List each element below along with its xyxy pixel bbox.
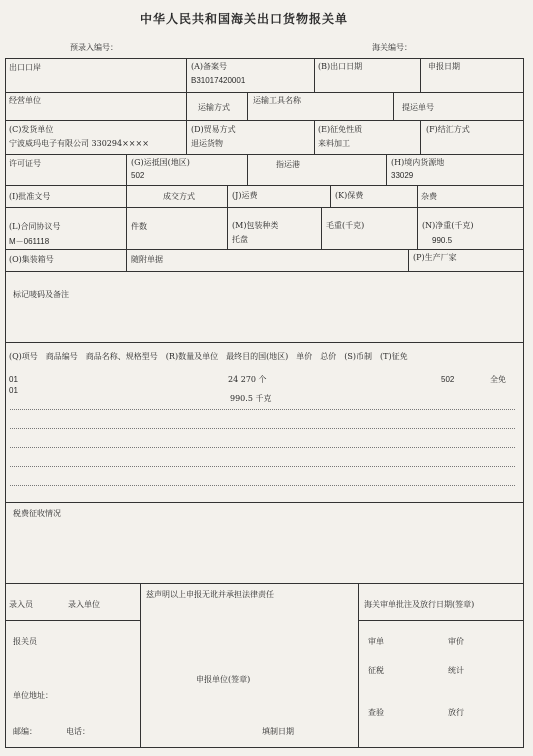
rule — [5, 92, 524, 93]
net-weight-value: 990.5 — [432, 236, 453, 245]
rule — [126, 154, 127, 185]
rule — [126, 249, 127, 271]
package-value: 托盘 — [232, 235, 248, 244]
rule — [247, 154, 248, 185]
bill-no-label: 提运单号 — [402, 103, 434, 112]
goods-headers: (Q)项号 商品编号 商品名称、规格型号 (R)数量及单位 最终目的国(地区) 单价 总价 (S)币制 (T)征免 — [9, 352, 408, 361]
declare-date-label: 申报日期 — [428, 62, 460, 71]
rule — [5, 249, 524, 250]
rule — [126, 207, 127, 249]
record-no-value: B31017420001 — [191, 76, 246, 85]
rule — [358, 583, 359, 748]
rule — [5, 185, 524, 186]
source-value: 33029 — [391, 171, 414, 180]
goods-separator — [10, 409, 515, 410]
consignor-value: 宁波威玛电子有限公司 330294×××× — [9, 139, 149, 148]
declaring-unit-label: 申报单位(签章) — [196, 675, 251, 684]
contract-value: M－061118 — [9, 237, 50, 246]
goods-line1-qty: 24 270 个 — [228, 375, 267, 384]
rule — [330, 185, 331, 207]
rule — [393, 92, 394, 120]
rule — [420, 58, 421, 92]
levy-label: 征税 — [368, 666, 384, 675]
license-no-label: 许可证号 — [9, 159, 41, 168]
approval-no-label: (I)批准文号 — [9, 192, 51, 201]
rule — [5, 154, 524, 155]
rule — [5, 502, 524, 503]
operator-label: 经营单位 — [9, 96, 41, 105]
export-date-label: (B)出口日期 — [318, 62, 363, 71]
goods-line1-currency: 502 — [441, 375, 455, 384]
goods-separator — [10, 466, 515, 467]
net-weight-label: (N)净重(千克) — [422, 221, 474, 230]
pre-entry-no-label: 预录入编号： — [70, 43, 118, 52]
postcode-label: 邮编： — [13, 727, 37, 736]
source-label: (H)境内货源地 — [391, 158, 445, 167]
goods-separator — [10, 428, 515, 429]
rule — [358, 620, 524, 621]
rule — [5, 342, 524, 343]
rule — [126, 185, 127, 207]
rule — [5, 620, 140, 621]
entry-unit-label: 录入单位 — [68, 600, 100, 609]
address-label: 单位地址： — [13, 691, 53, 700]
rule — [417, 185, 418, 207]
goods-separator — [10, 447, 515, 448]
goods-line1-item: 01 — [9, 375, 18, 384]
goods-line2-item: 01 — [9, 386, 18, 395]
rule — [227, 207, 228, 249]
dest-country-label: (G)运抵国(地区) — [131, 158, 190, 167]
settlement-label: (F)结汇方式 — [426, 125, 470, 134]
port-dest-label: 指运港 — [276, 160, 300, 169]
rule — [140, 583, 141, 748]
rule — [321, 207, 322, 249]
fill-date-label: 填制日期 — [262, 727, 294, 736]
form-title: 中华人民共和国海关出口货物报关单 — [140, 12, 349, 26]
misc-fee-label: 杂费 — [421, 192, 437, 201]
rule — [408, 249, 409, 271]
attached-docs-label: 随附单据 — [131, 255, 163, 264]
marks-label: 标记唛码及备注 — [13, 290, 69, 299]
phone-label: 电话： — [66, 727, 90, 736]
declarant-label: 报关员 — [13, 637, 37, 646]
rule — [186, 92, 187, 120]
rule — [5, 120, 524, 121]
levy-nature-label: (E)征免性质 — [318, 125, 363, 134]
rule — [314, 58, 315, 92]
record-no-label: (A)备案号 — [191, 62, 228, 71]
goods-separator — [10, 485, 515, 486]
rule — [5, 207, 524, 208]
dest-country-value: 502 — [131, 171, 145, 180]
review-label: 审单 — [368, 637, 384, 646]
entry-clerk-label: 录入员 — [9, 600, 33, 609]
rule — [5, 583, 524, 584]
release-label: 放行 — [448, 708, 464, 717]
customs-approval-label: 海关审单批注及放行日期(签章) — [364, 600, 475, 609]
rule — [247, 92, 248, 120]
rule — [420, 120, 421, 154]
pricing-label: 审价 — [448, 637, 464, 646]
transport-mode-label: 运输方式 — [198, 103, 230, 112]
freight-label: (J)运费 — [232, 191, 258, 200]
deal-mode-label: 成交方式 — [163, 192, 195, 201]
goods-line2-qty: 990.5 千克 — [230, 394, 272, 403]
insurance-label: (K)保费 — [335, 191, 364, 200]
export-port-label: 出口口岸 — [9, 63, 41, 72]
container-no-label: (O)集装箱号 — [9, 255, 54, 264]
gross-weight-label: 毛重(千克) — [326, 221, 365, 230]
consignor-label: (C)发货单位 — [9, 125, 54, 134]
rule — [186, 120, 187, 154]
customs-no-label: 海关编号： — [372, 43, 412, 52]
tax-label: 税费征收情况 — [13, 509, 61, 518]
levy-nature-value: 来料加工 — [318, 139, 350, 148]
goods-line1-levy: 全免 — [490, 375, 506, 384]
rule — [227, 185, 228, 207]
rule — [386, 154, 387, 185]
trade-mode-value: 退运货物 — [191, 139, 223, 148]
statistics-label: 统计 — [448, 666, 464, 675]
transport-tool-label: 运输工具名称 — [253, 96, 301, 105]
pieces-label: 件数 — [131, 222, 147, 231]
manufacturer-label: (P)生产厂家 — [413, 253, 457, 262]
contract-label: (L)合同协议号 — [9, 222, 61, 231]
rule — [417, 207, 418, 249]
declaration-text: 兹声明以上申报无讹并承担法律责任 — [146, 590, 274, 599]
rule — [186, 58, 187, 92]
rule — [5, 271, 524, 272]
inspection-label: 查验 — [368, 708, 384, 717]
package-label: (M)包装种类 — [232, 221, 279, 230]
rule — [314, 120, 315, 154]
trade-mode-label: (D)贸易方式 — [191, 125, 236, 134]
